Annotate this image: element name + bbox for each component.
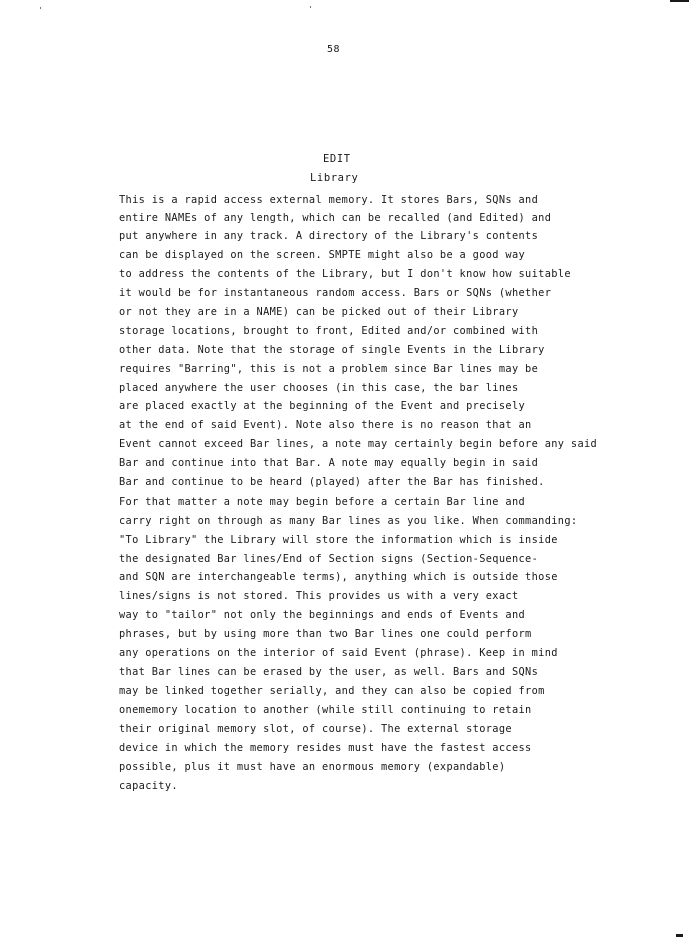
text-line: or not they are in a NAME) can be picked out of their Library — [119, 306, 519, 318]
section-subheading: Library — [310, 172, 359, 184]
scan-edge-mark — [676, 934, 683, 937]
text-line: can be displayed on the screen. SMPTE might also be a good way — [119, 249, 526, 261]
text-line: Event cannot exceed Bar lines, a note may certainly begin before any said — [119, 438, 598, 450]
text-line: at the end of said Event). Note also there is no reason that an — [119, 419, 532, 431]
text-line: Bar and continue into that Bar. A note may equally begin in said — [119, 457, 539, 469]
text-line: way to "tailor" not only the beginnings and ends of Events and — [119, 609, 526, 621]
text-line: put anywhere in any track. A directory of the Library's contents — [119, 230, 539, 242]
text-line: and SQN are interchangeable terms), anything which is outside those — [119, 571, 558, 583]
text-line: onememory location to another (while still continuing to retain — [119, 704, 532, 716]
text-line: carry right on through as many Bar lines as you like. When commanding: — [119, 515, 578, 527]
scan-speck — [40, 7, 41, 9]
text-line: it would be for instantaneous random access. Bars or SQNs (whether — [119, 287, 552, 299]
text-line: placed anywhere the user chooses (in this case, the bar lines — [119, 382, 519, 394]
text-line: that Bar lines can be erased by the user, as well. Bars and SQNs — [119, 666, 539, 678]
page-number: 58 — [327, 44, 341, 55]
scan-edge-mark — [670, 0, 689, 2]
text-line: are placed exactly at the beginning of the Event and precisely — [119, 400, 526, 412]
text-line: any operations on the interior of said Event (phrase). Keep in mind — [119, 647, 558, 659]
text-line: requires "Barring", this is not a problem since Bar lines may be — [119, 363, 539, 375]
text-line: the designated Bar lines/End of Section signs (Section-Sequence- — [119, 553, 539, 565]
text-line: their original memory slot, of course). The external storage — [119, 723, 512, 735]
text-line: phrases, but by using more than two Bar lines one could perform — [119, 628, 532, 640]
text-line: This is a rapid access external memory. It stores Bars, SQNs and — [119, 194, 539, 206]
text-line: other data. Note that the storage of single Events in the Library — [119, 344, 545, 356]
scan-speck — [310, 6, 311, 8]
section-heading: EDIT — [323, 153, 351, 165]
text-line: storage locations, brought to front, Edited and/or combined with — [119, 325, 539, 337]
text-line: entire NAMEs of any length, which can be recalled (and Edited) and — [119, 212, 552, 224]
text-line: may be linked together serially, and they can also be copied from — [119, 685, 545, 697]
text-line: "To Library" the Library will store the information which is inside — [119, 534, 558, 546]
text-line: to address the contents of the Library, but I don't know how suitable — [119, 268, 571, 280]
text-line: For that matter a note may begin before a certain Bar line and — [119, 496, 526, 508]
text-line: lines/signs is not stored. This provides us with a very exact — [119, 590, 519, 602]
text-line: Bar and continue to be heard (played) after the Bar has finished. — [119, 476, 545, 488]
text-line: capacity. — [119, 780, 178, 792]
text-line: device in which the memory resides must have the fastest access — [119, 742, 532, 754]
text-line: possible, plus it must have an enormous memory (expandable) — [119, 761, 506, 773]
